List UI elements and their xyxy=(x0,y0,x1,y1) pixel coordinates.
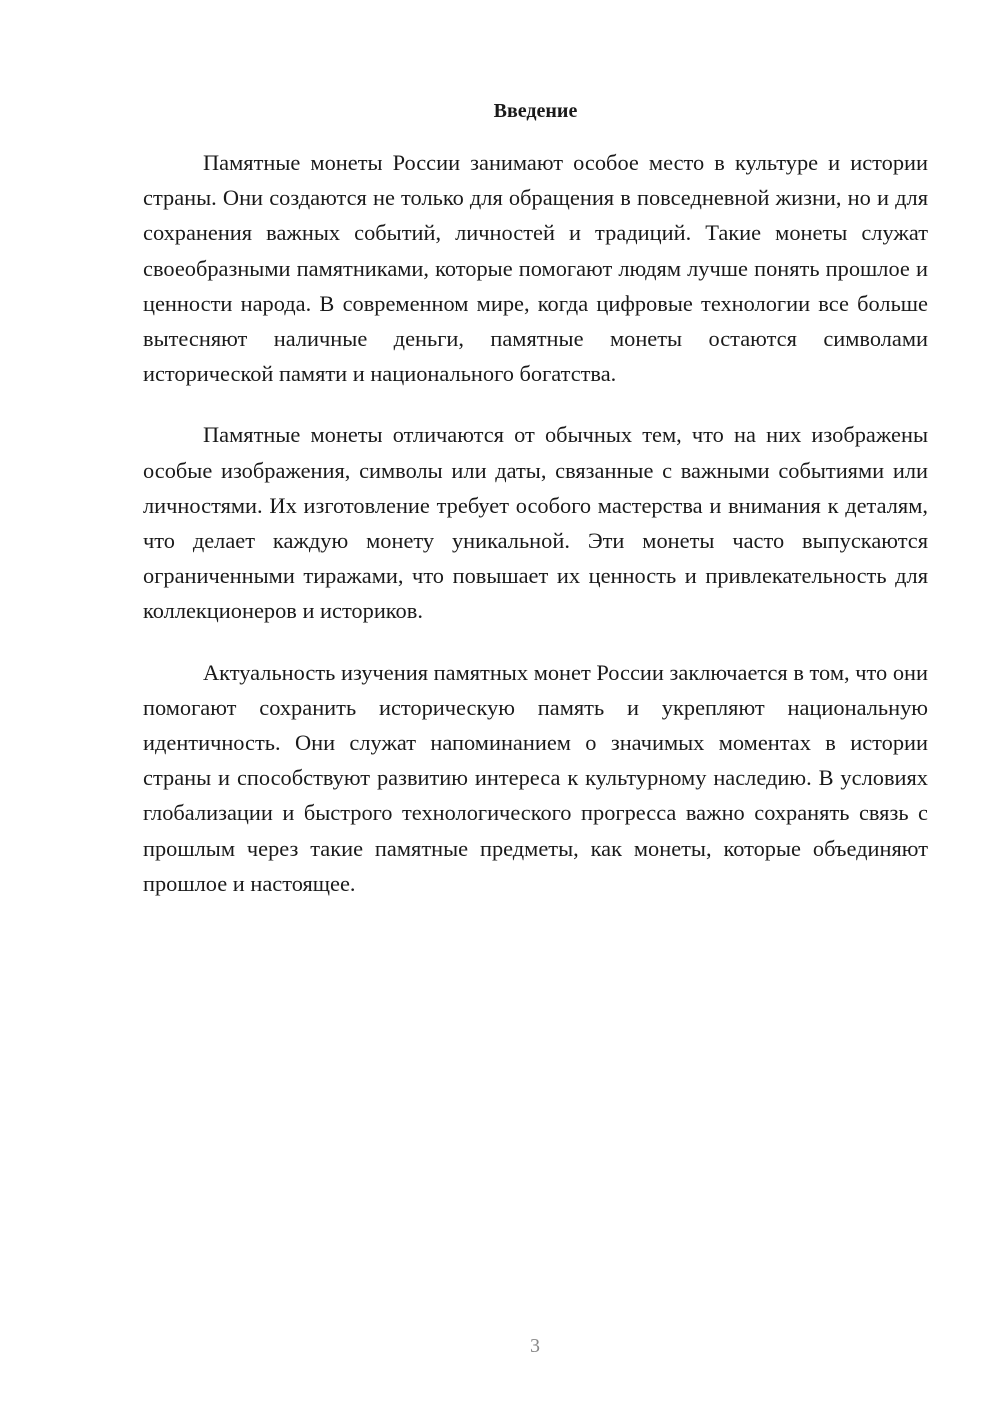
paragraph-3: Актуальность изучения памятных монет России заключается в том, что они помогают сохранить историческую память и укрепляют национальную идентичность. Они служат напоминанием о значимых моментах в истории страны и способствуют развитию интереса к культурному наследию. В условиях глобализации и быстрого технологического прогресса важно сохранять связь с прошлым через такие памятные предметы, как монеты, которые объединяют прошлое и настоящее. xyxy=(143,659,928,896)
paragraph-1: Памятные монеты России занимают особое место в культуре и истории страны. Они создаются не только для обращения в повседневной жизни, но и для сохранения важных событий, личностей и традиций. Такие монеты служат своеобразными памятниками, которые помогают людям лучше понять прошлое и ценности народа. В современном мире, когда цифровые технологии все больше вытесняют наличные деньги, памятные монеты остаются символами исторической памяти и национального богатства. xyxy=(143,150,928,387)
section-heading: Введение xyxy=(493,100,578,122)
page-number: 3 xyxy=(530,1335,540,1357)
paragraph-2: Памятные монеты отличаются от обычных тем, что на них изображены особые изображения, символы или даты, связанные с важными событиями или личностями. Их изготовление требует особого мастерства и внимания к деталям, что делает каждую монету уникальной. Эти монеты часто выпускаются ограниченными тиражами, что повышает их ценность и привлекательность для коллекционеров и историков. xyxy=(143,422,928,624)
body-text xyxy=(143,145,928,927)
